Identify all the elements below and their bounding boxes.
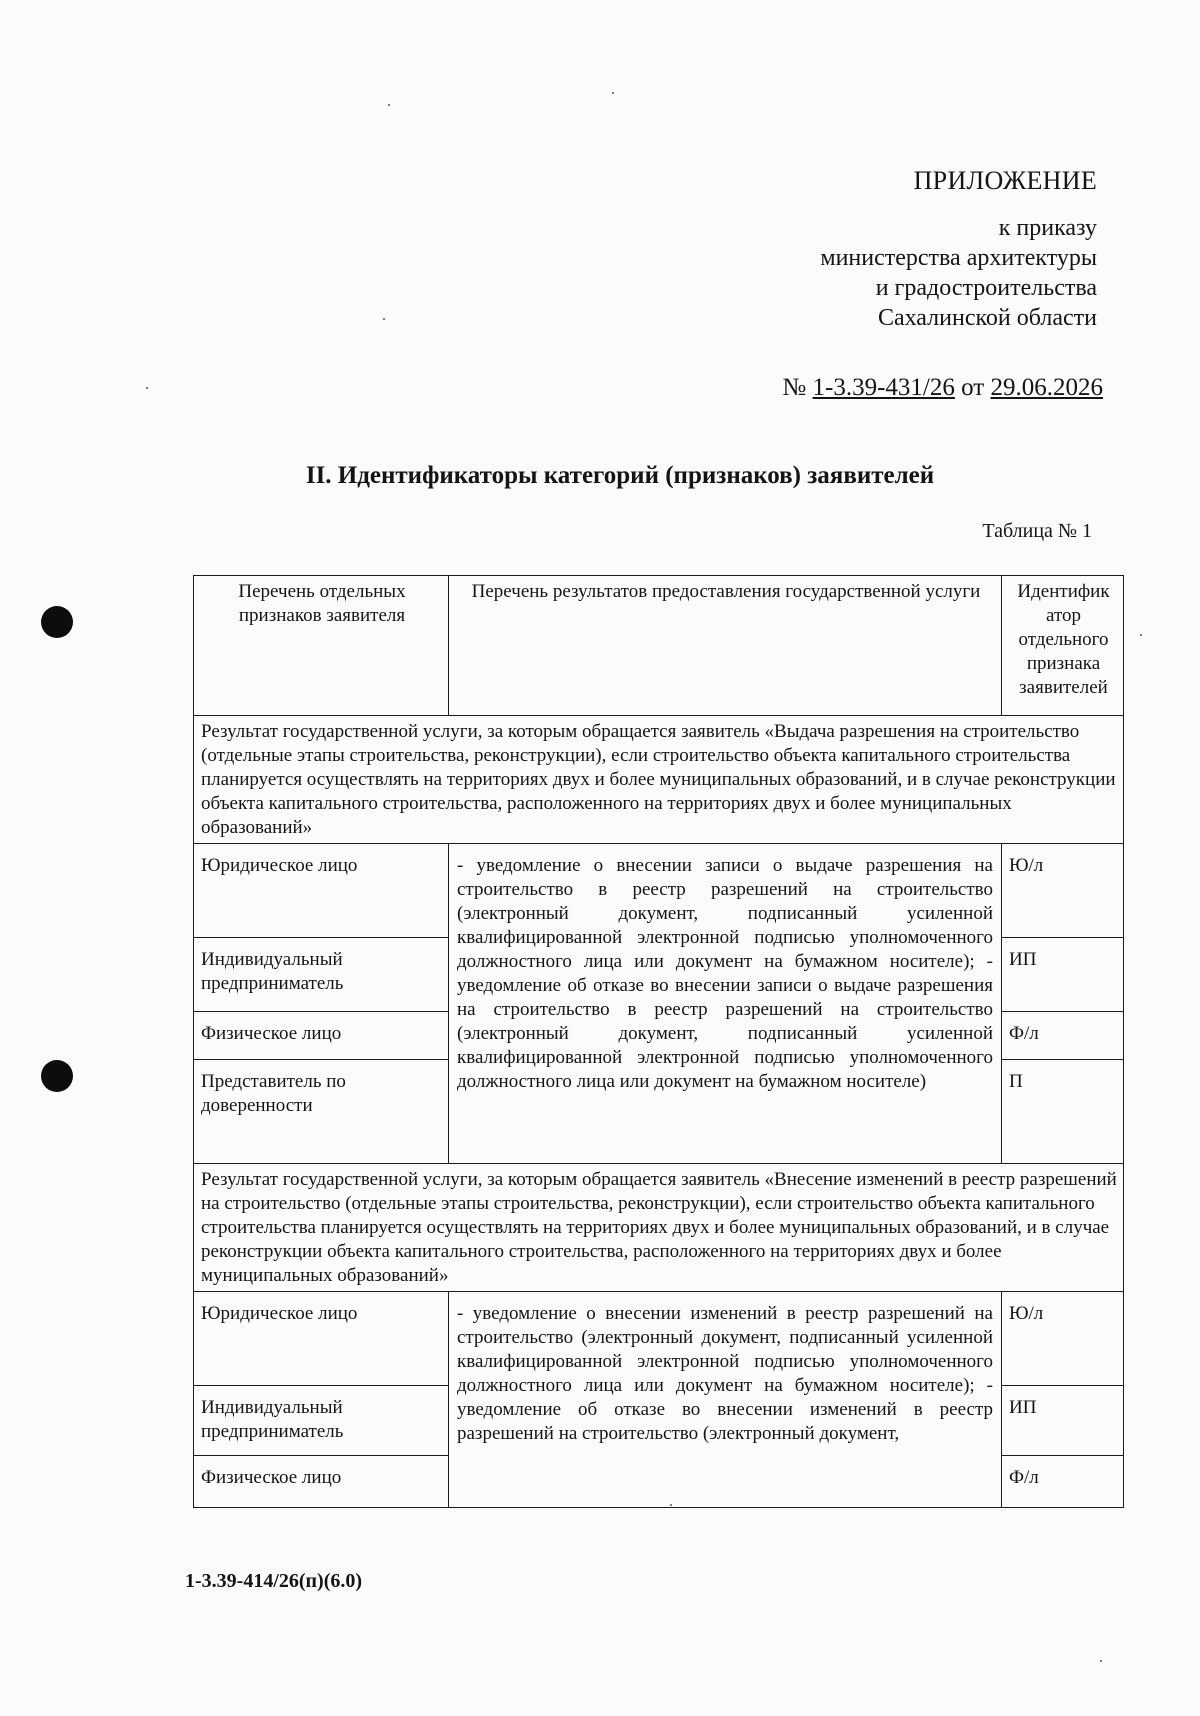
applicant-sign: Юридическое лицо xyxy=(194,844,449,938)
result-heading-row xyxy=(194,716,1124,844)
result-heading: Результат государственной услуги, за которым обращается заявитель «Внесение изменений в реестр разрешений на строительство (отдельные этапы строительства, реконструкции), если строительство объекта капитального строительства планируется осуществлять на территориях двух и более муниципальных образований, и в случае реконструкции объекта капитального строительства, расположенного на территориях двух и более муниципальных образований» xyxy=(194,1164,1124,1292)
order-from: от xyxy=(961,374,985,401)
order-reference-line: министерства архитектуры xyxy=(820,245,1097,271)
applicant-identifier: Ю/л xyxy=(1002,844,1124,938)
result-list: - уведомление о внесении изменений в реестр разрешений на строительство (электронный документ, подписанный усиленной квалифицированной электронной подписью уполномоченного должностного лица или документ на бумажном носителе); - уведомление об отказе во внесении изменений в реестр разрешений на строительство (электронный документ, xyxy=(449,1292,1002,1508)
scan-speck xyxy=(1140,634,1142,636)
order-reference xyxy=(820,213,1097,333)
result-heading: Результат государственной услуги, за которым обращается заявитель «Выдача разрешения на строительство (отдельные этапы строительства, реконструкции), если строительство объекта капитального строительства планируется осуществлять на территориях двух и более муниципальных образований, и в случае реконструкции объекта капитального строительства, расположенного на территориях двух и более муниципальных образований» xyxy=(194,716,1124,844)
applicant-identifier: Ф/л xyxy=(1002,1012,1124,1060)
applicant-sign: Индивидуальный предприниматель xyxy=(194,938,449,1012)
punch-hole-bottom xyxy=(41,1060,73,1092)
result-heading-row xyxy=(194,1164,1124,1292)
applicant-sign: Физическое лицо xyxy=(194,1456,449,1508)
applicant-sign: Физическое лицо xyxy=(194,1012,449,1060)
order-reference-line: Сахалинской области xyxy=(877,305,1097,331)
result-list: - уведомление о внесении записи о выдаче разрешения на строительство в реестр разрешений на строительство (электронный документ, подписанный усиленной квалифицированной электронной подписью уполномоченного должностного лица или документ на бумажном носителе); - уведомление об отказе во внесении записи о выдаче разрешения на строительство в реестр разрешений на строительство (электронный документ, подписанный усиленной квалифицированной электронной подписью уполномоченного должностного лица или документ на бумажном носителе) xyxy=(449,844,1002,1164)
table-row xyxy=(194,844,1124,938)
scan-speck xyxy=(388,104,390,106)
punch-hole-top xyxy=(41,606,73,638)
scan-speck xyxy=(146,387,148,389)
column-header-results: Перечень результатов предоставления государственной услуги xyxy=(449,576,1002,716)
order-prefix: № xyxy=(782,374,807,401)
column-header-identifier: Идентифик атор отдельного признака заявителей xyxy=(1002,576,1124,716)
order-date: 29.06.2026 xyxy=(990,374,1103,401)
applicant-identifier: ИП xyxy=(1002,1386,1124,1456)
appendix-title: ПРИЛОЖЕНИЕ xyxy=(913,166,1097,195)
applicant-identifier: Ф/л xyxy=(1002,1456,1124,1508)
table-number: Таблица № 1 xyxy=(982,520,1092,542)
order-reference-line: и градостроительства xyxy=(875,275,1097,301)
applicant-identifier: П xyxy=(1002,1060,1124,1164)
applicant-categories-table xyxy=(193,575,1124,1508)
section-title: II. Идентификаторы категорий (признаков) заявителей xyxy=(305,462,935,489)
order-reference-line: к приказу xyxy=(998,215,1097,241)
applicant-identifier: Ю/л xyxy=(1002,1292,1124,1386)
document-code: 1-3.39-414/26(п)(6.0) xyxy=(185,1570,363,1592)
applicant-sign: Юридическое лицо xyxy=(194,1292,449,1386)
applicant-sign: Индивидуальный предприниматель xyxy=(194,1386,449,1456)
scan-speck xyxy=(612,92,614,94)
order-number: 1-3.39-431/26 xyxy=(812,374,955,401)
applicant-identifier: ИП xyxy=(1002,938,1124,1012)
table-header-row xyxy=(194,576,1124,716)
table-row xyxy=(194,1292,1124,1386)
order-number-line xyxy=(782,374,1103,402)
scan-speck xyxy=(383,318,385,320)
applicant-sign: Представитель по доверенности xyxy=(194,1060,449,1164)
column-header-signs: Перечень отдельных признаков заявителя xyxy=(194,576,449,716)
scan-speck xyxy=(1100,1660,1102,1662)
